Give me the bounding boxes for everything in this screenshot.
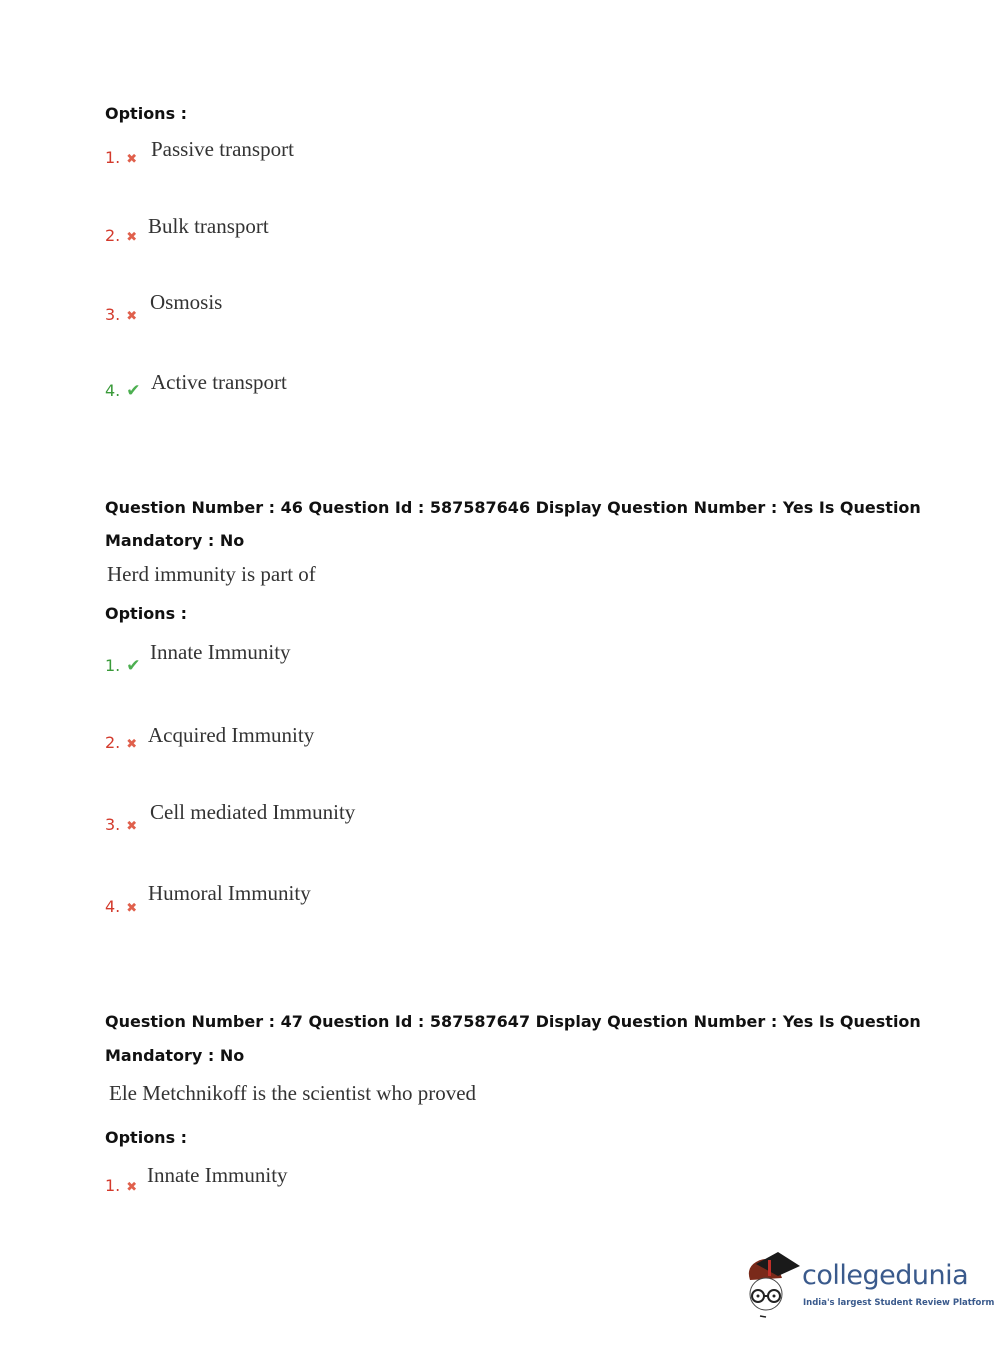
options-label: Options : — [105, 104, 188, 123]
wrong-icon: ✖ — [126, 737, 138, 752]
logo-brand: collegedunia — [802, 1260, 969, 1291]
option-number: 1. ✔ — [105, 656, 141, 676]
option-text: Innate Immunity — [147, 1163, 288, 1187]
option-number: 2. ✖ — [105, 226, 138, 245]
logo-tagline: India's largest Student Review Platform — [803, 1298, 995, 1308]
option-number: 3. ✖ — [105, 815, 138, 834]
question-header: Question Number : 46 Question Id : 587587646 Display Question Number : Yes Is Question — [105, 498, 921, 517]
option-text: Passive transport — [151, 137, 294, 161]
option-text: Osmosis — [150, 290, 223, 314]
question-mandatory: Mandatory : No — [105, 1046, 245, 1065]
check-icon: ✔ — [126, 656, 141, 676]
wrong-icon: ✖ — [126, 152, 138, 167]
question-text: Herd immunity is part of — [107, 562, 316, 586]
collegedunia-logo — [742, 1250, 995, 1320]
option-number: 4. ✖ — [105, 897, 138, 916]
question-header: Question Number : 47 Question Id : 587587647 Display Question Number : Yes Is Question — [105, 1012, 921, 1031]
option-number: 3. ✖ — [105, 305, 138, 324]
check-icon: ✔ — [126, 381, 141, 401]
wrong-icon: ✖ — [126, 1180, 138, 1195]
mascot-icon — [742, 1250, 802, 1320]
option-text: Innate Immunity — [150, 640, 291, 664]
wrong-icon: ✖ — [126, 230, 138, 245]
option-number: 4. ✔ — [105, 381, 141, 401]
option-text: Acquired Immunity — [148, 723, 315, 747]
wrong-icon: ✖ — [126, 819, 138, 834]
question-text: Ele Metchnikoff is the scientist who proved — [109, 1081, 477, 1105]
option-text: Cell mediated Immunity — [150, 800, 356, 824]
option-number: 2. ✖ — [105, 733, 138, 752]
options-label: Options : — [105, 604, 188, 623]
wrong-icon: ✖ — [126, 901, 138, 916]
option-text: Humoral Immunity — [148, 881, 311, 905]
option-number: 1. ✖ — [105, 1176, 138, 1195]
question-mandatory: Mandatory : No — [105, 531, 245, 550]
option-number: 1. ✖ — [105, 148, 138, 167]
options-label: Options : — [105, 1128, 188, 1147]
option-text: Bulk transport — [148, 214, 269, 238]
option-text: Active transport — [151, 370, 287, 394]
wrong-icon: ✖ — [126, 309, 138, 324]
